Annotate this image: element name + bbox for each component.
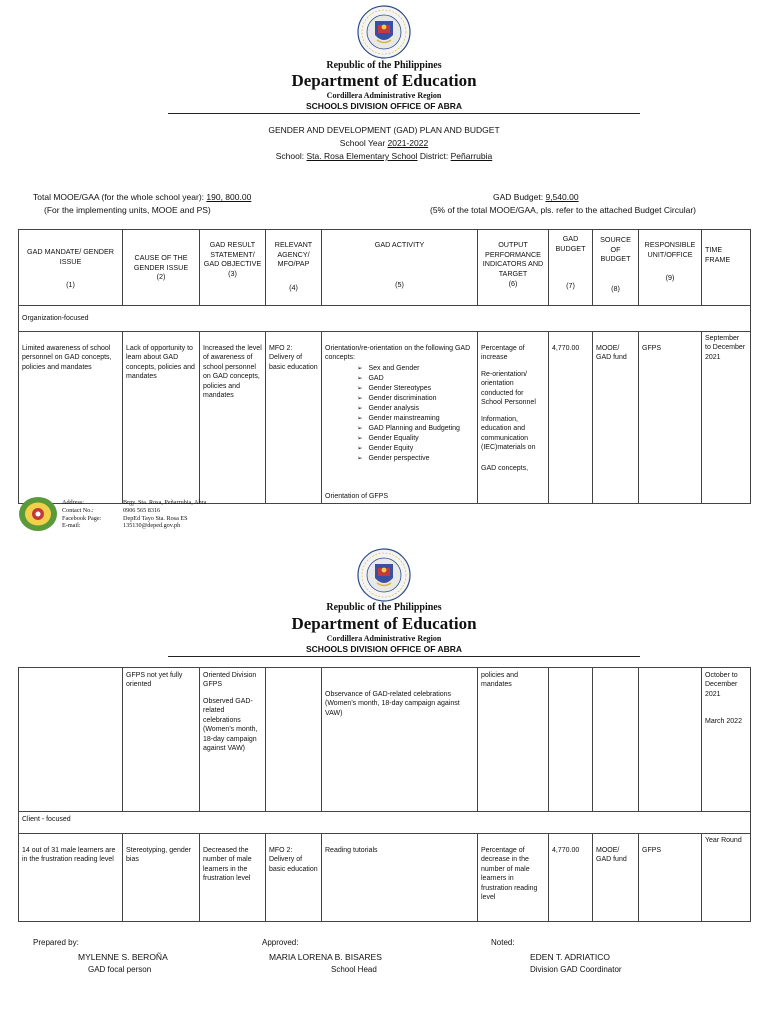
list-item: ➢ Gender perspective	[357, 454, 474, 464]
noted-title: Division GAD Coordinator	[530, 965, 622, 974]
school-year-label: School Year	[339, 138, 386, 148]
division-line: SCHOOLS DIVISION OFFICE OF ABRA	[306, 644, 462, 654]
school-label: School:	[275, 151, 305, 161]
header-divider	[168, 656, 640, 657]
cell-budget	[549, 668, 593, 812]
list-item: ➢ Gender mainstreaming	[357, 414, 474, 424]
gad-plan-table-page1	[18, 229, 751, 504]
table-row	[19, 834, 751, 922]
cell-source	[593, 668, 639, 812]
list-item: ➢ Sex and Gender	[357, 364, 474, 374]
cell-issue: 14 out of 31 male learners are in the frustration reading level	[19, 834, 123, 922]
cell-issue	[19, 668, 123, 812]
output-text: Percentage of increase	[481, 345, 525, 362]
cell-output	[478, 332, 549, 504]
cell-mfo	[266, 668, 322, 812]
noted-name: EDEN T. ADRIATICO	[530, 952, 610, 962]
district-value: Peñarrubia	[450, 151, 493, 161]
cell-mfo: MFO 2: Delivery of basic education	[266, 332, 322, 504]
col-header: RESPONSIBLE UNIT/OFFICE (9)	[639, 230, 702, 306]
footer-values	[123, 499, 206, 530]
cell-unit: GFPS	[639, 834, 702, 922]
email-label: E-mail:	[62, 522, 81, 530]
address-label: Address:	[62, 499, 84, 506]
cell-cause: Lack of opportunity to learn about GAD concepts, policies and mandates	[123, 332, 200, 504]
republic-line: Republic of the Philippines	[326, 602, 442, 613]
prepared-by-label: Prepared by:	[33, 938, 79, 947]
cell-result: Decreased the number of male learners in the frustration level	[200, 834, 266, 922]
prepared-by-title: GAD focal person	[88, 965, 152, 974]
school-district-line	[0, 151, 768, 161]
time-text: March 2022	[705, 718, 742, 726]
region-line: Cordillera Administrative Region	[326, 634, 442, 643]
section-label: Organization-focused	[19, 306, 751, 332]
cell-output: policies and mandates	[478, 668, 549, 812]
approved-name: MARIA LORENA B. BISARES	[269, 952, 382, 962]
contact-label: Contact No.:	[62, 506, 94, 514]
cell-activity: Observance of GAD-related celebrations (Women's month, 18-day campaign against VAW)	[322, 668, 478, 812]
prepared-by-name: MYLENNE S. BEROÑA	[78, 952, 168, 962]
email-value: 135130@deped.gov.ph	[123, 522, 181, 530]
col-header: SOURCE OF BUDGET (8)	[593, 230, 639, 306]
output-text: Information, education and communication (IEC)materials on	[481, 415, 536, 451]
plan-title: GENDER AND DEVELOPMENT (GAD) PLAN AND BUDGET	[268, 125, 500, 135]
school-logo-icon	[18, 496, 58, 532]
department-name: Department of Education	[291, 614, 477, 633]
region-line: Cordillera Administrative Region	[326, 91, 442, 100]
output-text: Re-orientation/ orientation conducted for School Personnel	[481, 370, 536, 407]
section-row-organization	[19, 306, 751, 332]
total-mooe-line	[33, 192, 251, 202]
gad-plan-table-page2	[18, 667, 751, 922]
school-value: Sta. Rosa Elementary School	[306, 151, 418, 161]
list-item: ➢ Gender Equity	[357, 444, 474, 454]
col-header: TIME FRAME	[702, 230, 751, 306]
col-header: GAD RESULT STATEMENT/ GAD OBJECTIVE (3)	[200, 230, 266, 306]
school-year-line	[0, 138, 768, 148]
total-mooe-value: 190, 800.00	[206, 192, 252, 202]
cell-issue: Limited awareness of school personnel on GAD concepts, policies and mandates	[19, 332, 123, 504]
cell-mfo: MFO 2: Delivery of basic education	[266, 834, 322, 922]
cell-activity: Reading tutorials	[322, 834, 478, 922]
facebook-value: DepEd Tayo Sta. Rosa ES	[123, 514, 188, 522]
cell-time	[702, 668, 751, 812]
cell-source: MOOE/ GAD fund	[593, 332, 639, 504]
district-label: District:	[419, 151, 449, 161]
col-header: GAD BUDGET (7)	[549, 230, 593, 306]
cell-cause: Stereotyping, gender bias	[123, 834, 200, 922]
total-mooe-label: Total MOOE/GAA (for the whole school year):	[33, 192, 205, 202]
col-header: GAD ACTIVITY (5)	[322, 230, 478, 306]
deped-seal-icon	[357, 548, 411, 602]
table-row	[19, 668, 751, 812]
list-item: ➢ Gender Equality	[357, 434, 474, 444]
cell-budget: 4,770.00	[549, 332, 593, 504]
list-item: ➢ Gender discrimination	[357, 394, 474, 404]
cell-result	[200, 668, 266, 812]
address-value: Brgy. Sta. Rosa, Peñarrubia, Abra	[123, 499, 207, 506]
contact-value: 0906 565 8316	[123, 506, 161, 514]
cell-time: September to December 2021	[702, 332, 751, 504]
header-divider	[168, 113, 640, 114]
result-text: Observed GAD-related celebrations (Women's month, 18-day campaign against VAW)	[203, 697, 258, 753]
activity-list	[357, 364, 474, 464]
table-row	[19, 332, 751, 504]
approved-title: School Head	[331, 965, 377, 974]
gad-budget-note: (5% of the total MOOE/GAA, pls. refer to the attached Budget Circular)	[430, 205, 696, 215]
gad-budget-line	[493, 192, 579, 202]
gad-budget-value: 9,540.00	[545, 192, 579, 202]
department-name: Department of Education	[291, 71, 477, 90]
gad-budget-label: GAD Budget:	[493, 192, 544, 202]
cell-time: Year Round	[702, 834, 751, 922]
result-text: Oriented Division GFPS	[203, 672, 257, 689]
cell-activity	[322, 332, 478, 504]
output-text: GAD concepts,	[481, 465, 529, 473]
section-label: Client - focused	[19, 812, 751, 834]
school-year-value: 2021-2022	[387, 138, 429, 148]
republic-line: Republic of the Philippines	[326, 60, 442, 71]
noted-label: Noted:	[491, 938, 515, 947]
cell-unit	[639, 668, 702, 812]
activity-intro: Orientation/re-orientation on the following GAD concepts:	[325, 345, 471, 362]
list-item: ➢ Gender Stereotypes	[357, 384, 474, 394]
list-item: ➢ GAD	[357, 374, 474, 384]
activity-extra: Orientation of GFPS	[325, 493, 389, 500]
cell-unit: GFPS	[639, 332, 702, 504]
cell-cause: GFPS not yet fully oriented	[123, 668, 200, 812]
list-item: ➢ GAD Planning and Budgeting	[357, 424, 474, 434]
deped-seal-icon	[357, 5, 411, 59]
total-mooe-note: (For the implementing units, MOOE and PS)	[44, 205, 211, 215]
cell-result: Increased the level of awareness of school personnel on GAD concepts, policies and mandates	[200, 332, 266, 504]
approved-label: Approved:	[262, 938, 299, 947]
time-text: October to December 2021	[705, 672, 738, 698]
col-header: RELEVANT AGENCY/ MFO/PAP (4)	[266, 230, 322, 306]
col-header: OUTPUT PERFORMANCE INDICATORS AND TARGET (6)	[478, 230, 549, 306]
cell-source: MOOE/ GAD fund	[593, 834, 639, 922]
section-row-client	[19, 812, 751, 834]
col-header: CAUSE OF THE GENDER ISSUE (2)	[123, 230, 200, 306]
cell-budget: 4,770.00	[549, 834, 593, 922]
cell-output: Percentage of decrease in the number of male learners in frustration reading level	[478, 834, 549, 922]
facebook-label: Facebook Page:	[62, 514, 102, 522]
list-item: ➢ Gender analysis	[357, 404, 474, 414]
col-header: GAD MANDATE/ GENDER ISSUE (1)	[19, 230, 123, 306]
footer-labels	[62, 499, 101, 530]
table-header-row	[19, 230, 751, 306]
division-line: SCHOOLS DIVISION OFFICE OF ABRA	[306, 101, 462, 111]
